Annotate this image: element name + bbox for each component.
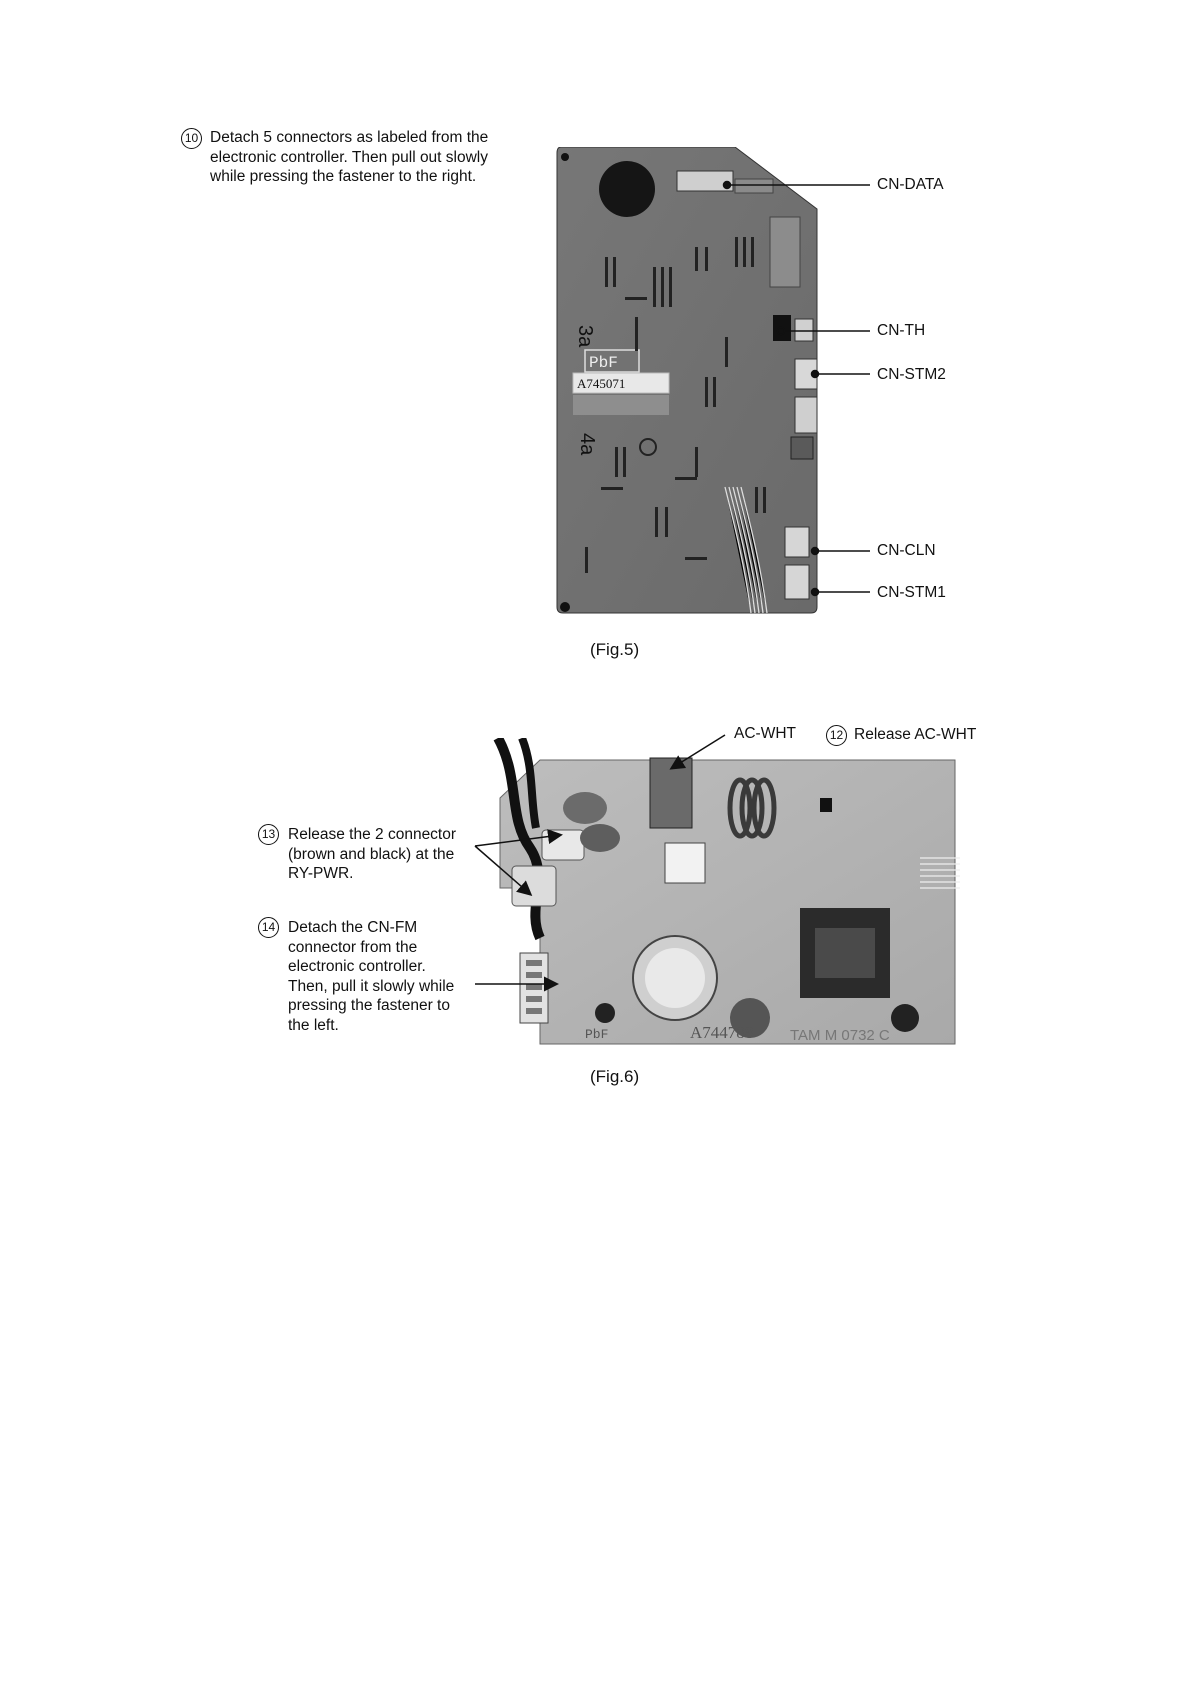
step-13-number: 13 bbox=[258, 824, 279, 845]
label-cn-stm2: CN-STM2 bbox=[877, 366, 946, 383]
step-10-line: Detach 5 connectors as labeled from the bbox=[210, 129, 489, 146]
label-ac-wht: AC-WHT bbox=[734, 725, 796, 742]
step-13-line: RY-PWR. bbox=[288, 865, 354, 882]
step-12-number: 12 bbox=[826, 725, 847, 746]
fig5-caption: (Fig.5) bbox=[590, 640, 640, 659]
label-cn-stm1: CN-STM1 bbox=[877, 584, 946, 601]
step-14-line: connector from the bbox=[288, 938, 418, 956]
label-cn-data: CN-DATA bbox=[877, 176, 944, 193]
step-10-line: electronic controller. Then pull out slowly bbox=[210, 148, 488, 166]
board-mark-4a: 4a bbox=[576, 433, 598, 456]
step-14-line: electronic controller. bbox=[288, 958, 426, 975]
step-14-number: 14 bbox=[258, 917, 279, 938]
step-13-line: Release the 2 connector bbox=[288, 826, 457, 843]
board-mark-pbf: PbF bbox=[589, 354, 618, 372]
step-14-line: the left. bbox=[288, 1016, 339, 1034]
fig6-board-mark-pbf: PbF bbox=[585, 1027, 609, 1042]
step-12-text: Release AC-WHT bbox=[854, 726, 977, 743]
step-10-number: 10 bbox=[181, 128, 202, 149]
board-mark-serial: A745071 bbox=[577, 376, 626, 391]
fig6-caption: (Fig.6) bbox=[590, 1067, 640, 1086]
fig6-board-mark-serial: A744788 bbox=[690, 1023, 754, 1042]
fig6-board-mark-model: TAM M 0732 C bbox=[790, 1027, 890, 1044]
step-14-line: Detach the CN-FM bbox=[288, 919, 418, 936]
step-14-line: Then, pull it slowly while bbox=[288, 977, 455, 995]
label-cn-cln: CN-CLN bbox=[877, 542, 936, 559]
step-13-line: (brown and black) at the bbox=[288, 845, 455, 863]
step-10-line: while pressing the fastener to the right. bbox=[210, 168, 477, 185]
board-mark-3a: 3a bbox=[574, 325, 596, 348]
label-cn-th: CN-TH bbox=[877, 322, 926, 339]
step-14-line: pressing the fastener to bbox=[288, 997, 450, 1014]
